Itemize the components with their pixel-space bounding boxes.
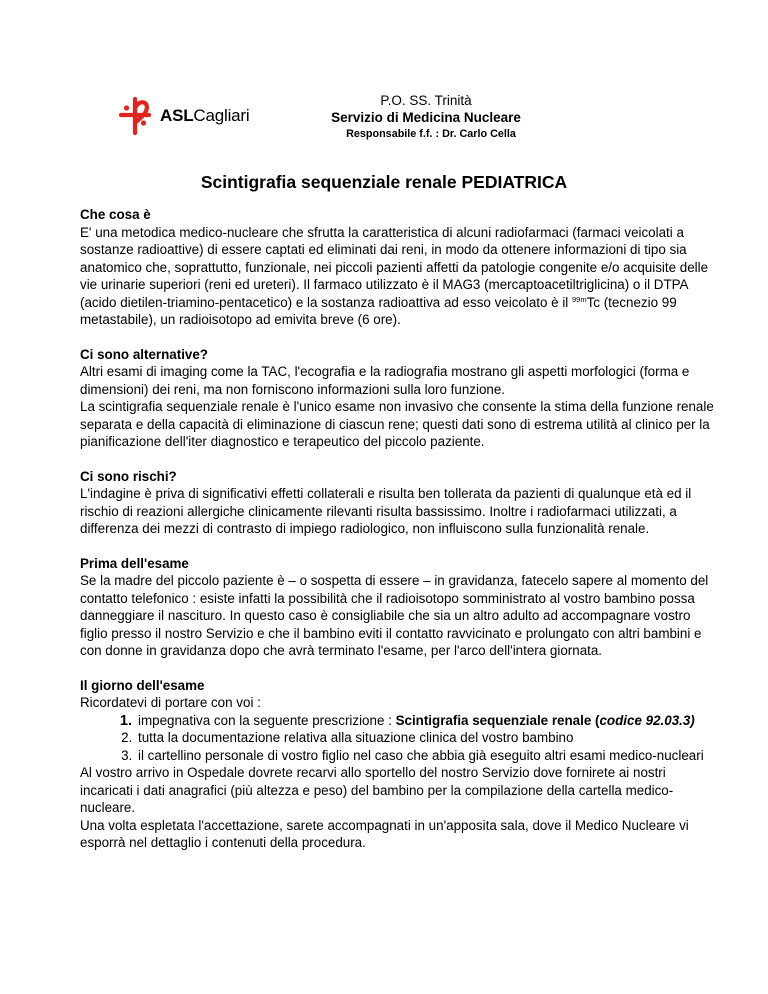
logo-wordmark: ASLCagliari [160,106,250,125]
asl-cross-heart-icon [118,96,152,136]
section-paragraph: Al vostro arrivo in Ospedale dovrete recarvi allo sportello del nostro Servizio dove fornirete ai nostri incaricati i dati anagrafici (più altezza e peso) del bambino per la compilazione della cartella medico-nucleare. [80,765,674,815]
isotope-superscript: 99m [572,294,587,304]
checklist [80,712,720,765]
responsible-line: Responsabile f.f. : Dr. Carlo Cella [346,128,516,140]
section-paragraph: Se la madre del piccolo paziente è – o sospetta di essere – in gravidanza, fatecelo sapere al momento del contatto telefonico : esiste infatti la possibilità che il radioisotopo somministrato al vostro bambino possa danneggiare il nascituro. In questo caso è consigliabile che sia un altro adulto ad accompagnare vostro figlio presso il nostro Servizio e che il bambino eviti il contatto ravvicinato e prolungato con altri bambini e con donne in gravidanza dopo che avrà terminato l'esame, per l'arco dell'intera giornata. [80,573,709,658]
list-item: 2. tutta la documentazione relativa alla situazione clinica del vostro bambino [136,729,720,747]
department-name: Servizio di Medicina Nucleare [331,110,521,125]
organization-header [296,92,556,141]
section-before-exam [80,555,720,660]
section-heading: Ci sono alternative? [80,346,208,362]
section-exam-day [80,677,720,852]
section-heading: Che cosa è [80,207,151,222]
section-paragraph: L'indagine è priva di significativi effetti collaterali e risulta ben tollerata da pazienti di qualunque età ed il rischio di reazioni allergiche clinicamente rilevanti risulta bassissimo. Inoltre i radiofarmaci utilizzati, a differenza dei mezzi di contrasto di impiego radiologico, non influiscono sulla funzionalità renale. [80,486,692,536]
section-paragraph: Altri esami di imaging come la TAC, l'ecografia e la radiografia mostrano gli aspetti morfologici (forma e dimensioni) dei reni, ma non forniscono informazioni sulla loro funzione. [80,364,690,397]
section-what-is-it [80,206,720,329]
list-item: 3. il cartellino personale di vostro figlio nel caso che abbia già eseguito altri esami medico-nucleari [136,747,720,765]
hospital-name: P.O. SS. Trinità [380,93,472,108]
asl-logo [118,96,249,136]
list-item: 1. impegnativa con la seguente prescrizione : Scintigrafia sequenziale renale (codice 92.03.3) [136,712,720,730]
section-heading: Ci sono rischi? [80,468,177,484]
section-paragraph: E' una metodica medico-nucleare che sfrutta la caratteristica di alcuni radiofarmaci (farmaci veicolati a sostanze radioattive) di essere captati ed eliminati dai reni, in modo da ottenere informazioni di tipo sia anatomico che, soprattutto, funzionale, nei piccoli pazienti affetti da patologie congenite e/o acquisite delle vie urinarie superiori (reni ed ureteri). Il farmaco utilizzato è il MAG3 (mercaptoacetiltriglicina) o il DTPA (acido dietilen-triamino-pentacetico) e la sostanza radioattiva ad esso veicolato è il $^{99m}$Tc (tecnezio 99 metastabile), un radioisotopo ad emivita breve (6 ore). [80,224,709,327]
document-body [80,206,720,869]
section-paragraph: Ricordatevi di portare con voi : [80,695,261,710]
section-heading: Prima dell'esame [80,555,189,571]
section-risks [80,468,720,538]
section-paragraph: Una volta espletata l'accettazione, sarete accompagnati in un'apposita sala, dove il Medico Nucleare vi esporrà nel dettaglio i contenuti della procedura. [80,817,689,850]
section-heading: Il giorno dell'esame [80,677,205,693]
section-paragraph: La scintigrafia sequenziale renale è l'unico esame non invasivo che consente la stima della funzione renale separata e della capacità di eliminazione di ciascun rene; questi dati sono di estrema utilità al clinico per la pianificazione dell'iter diagnostico e terapeutico del piccolo paziente. [80,399,714,449]
section-alternatives [80,346,720,451]
document-title: Scintigrafia sequenziale renale PEDIATRICA [200,172,568,192]
